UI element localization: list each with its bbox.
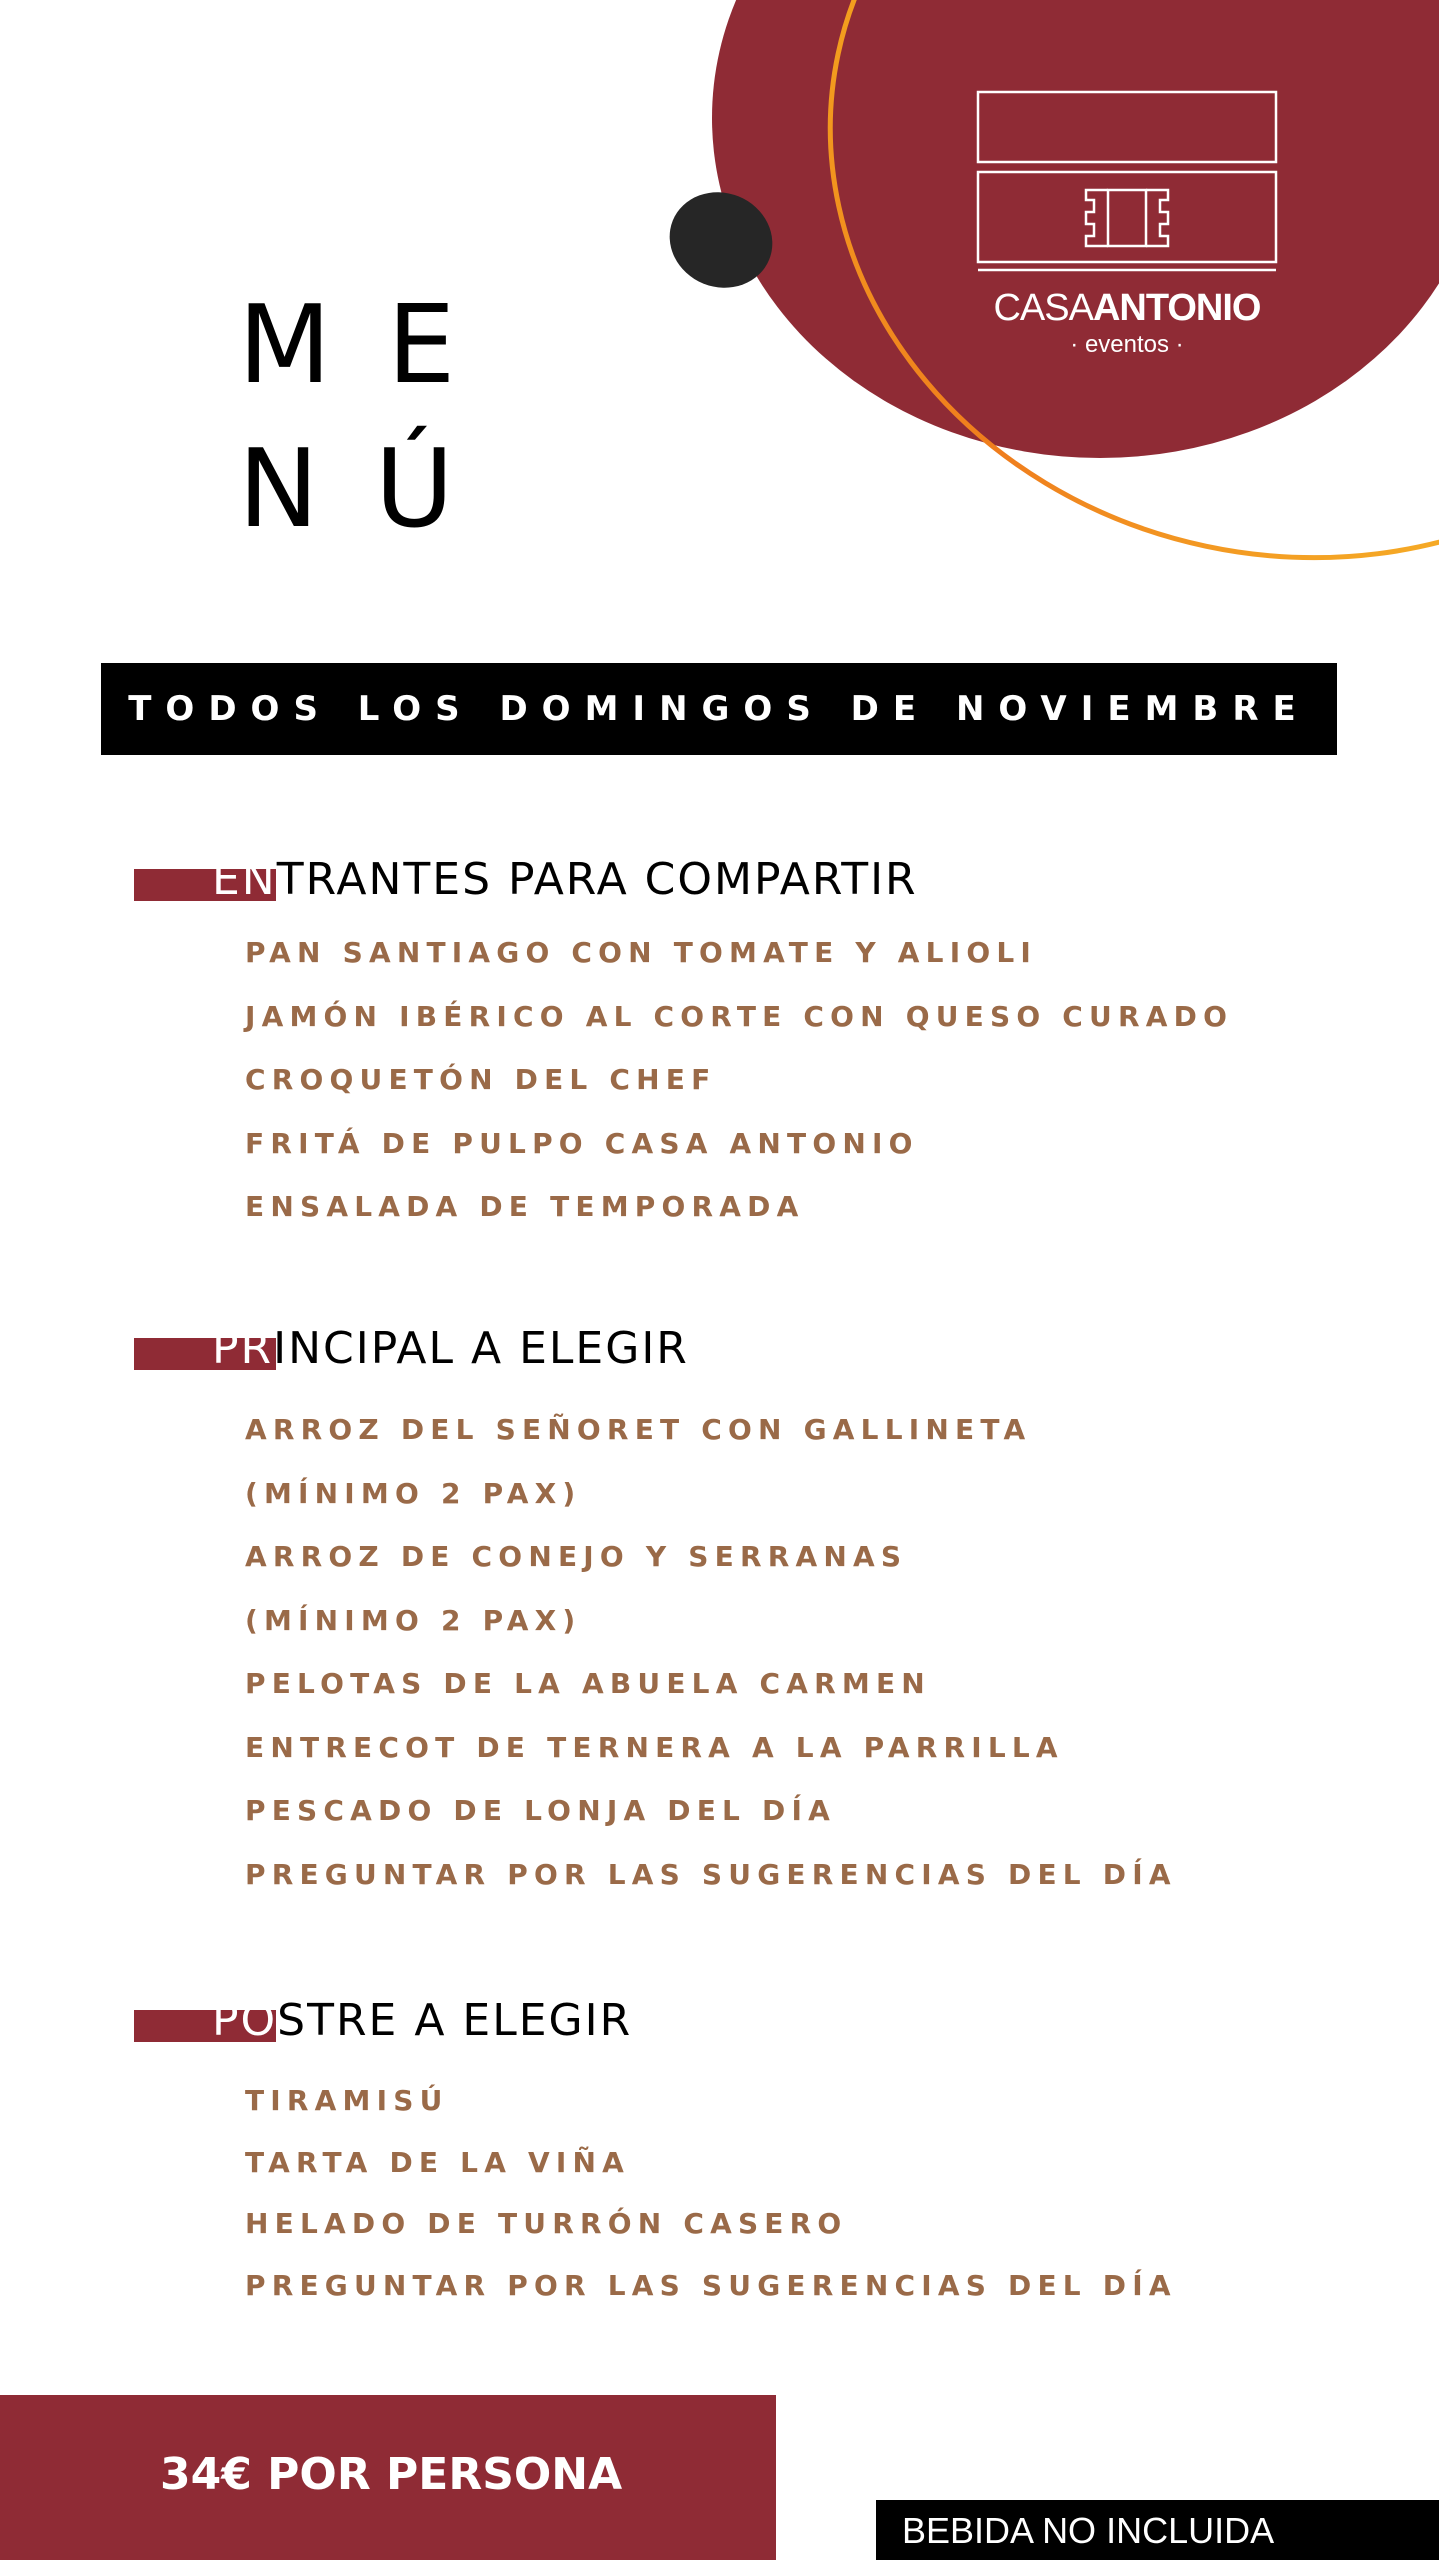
building-logo-icon [976, 90, 1278, 280]
menu-item: (MÍNIMO 2 PAX) [245, 1603, 582, 1637]
desserts-list [245, 2070, 1177, 2316]
menu-item: ARROZ DEL SEÑORET CON GALLINETA [245, 1413, 1032, 1446]
menu-item: CROQUETÓN DEL CHEF [245, 1063, 717, 1096]
menu-title-line-1: ME [238, 283, 512, 408]
menu-item: TARTA DE LA VIÑA [245, 2145, 631, 2179]
section-title: POSTRE A ELEGIR [212, 1995, 633, 2046]
menu-item: PREGUNTAR POR LAS SUGERENCIAS DEL DÍA [245, 2268, 1177, 2302]
menu-item: ENSALADA DE TEMPORADA [245, 1190, 805, 1223]
menu-title-line-2: NÚ [238, 427, 510, 552]
menu-item: PREGUNTAR POR LAS SUGERENCIAS DEL DÍA [245, 1857, 1177, 1891]
menu-item: ENTRECOT DE TERNERA A LA PARRILLA [245, 1730, 1064, 1764]
menu-item: HELADO DE TURRÓN CASERO [245, 2207, 848, 2240]
menu-item: TIRAMISÚ [245, 2084, 449, 2117]
section-title: PRINCIPAL A ELEGIR [212, 1323, 689, 1374]
drinks-note-panel [876, 2500, 1439, 2560]
menu-item: PESCADO DE LONJA DEL DÍA [245, 1794, 836, 1827]
mains-list [245, 1398, 1177, 1906]
logo-subtitle: · eventos · [1070, 331, 1184, 358]
section-title: ENTRANTES PARA COMPARTIR [212, 854, 918, 905]
menu-item: FRITÁ DE PULPO CASA ANTONIO [245, 1126, 919, 1160]
menu-item: JAMÓN IBÉRICO AL CORTE CON QUESO CURADO [245, 999, 1234, 1033]
menu-item: ARROZ DE CONEJO Y SERRANAS [245, 1540, 908, 1573]
logo-wordmark: CASAANTONIO [993, 287, 1261, 329]
menu-item: PAN SANTIAGO CON TOMATE Y ALIOLI [245, 936, 1037, 969]
price-label: 34€ POR PERSONA [160, 2449, 623, 2500]
drinks-note-label: BEBIDA NO INCLUIDA [902, 2510, 1275, 2551]
menu-item: PELOTAS DE LA ABUELA CARMEN [245, 1667, 931, 1700]
menu-item: (MÍNIMO 2 PAX) [245, 1476, 582, 1510]
starters-list [245, 921, 1233, 1239]
price-panel [0, 2395, 776, 2560]
date-banner: TODOS LOS DOMINGOS DE NOVIEMBRE [101, 663, 1337, 755]
casa-antonio-logo [976, 90, 1278, 370]
